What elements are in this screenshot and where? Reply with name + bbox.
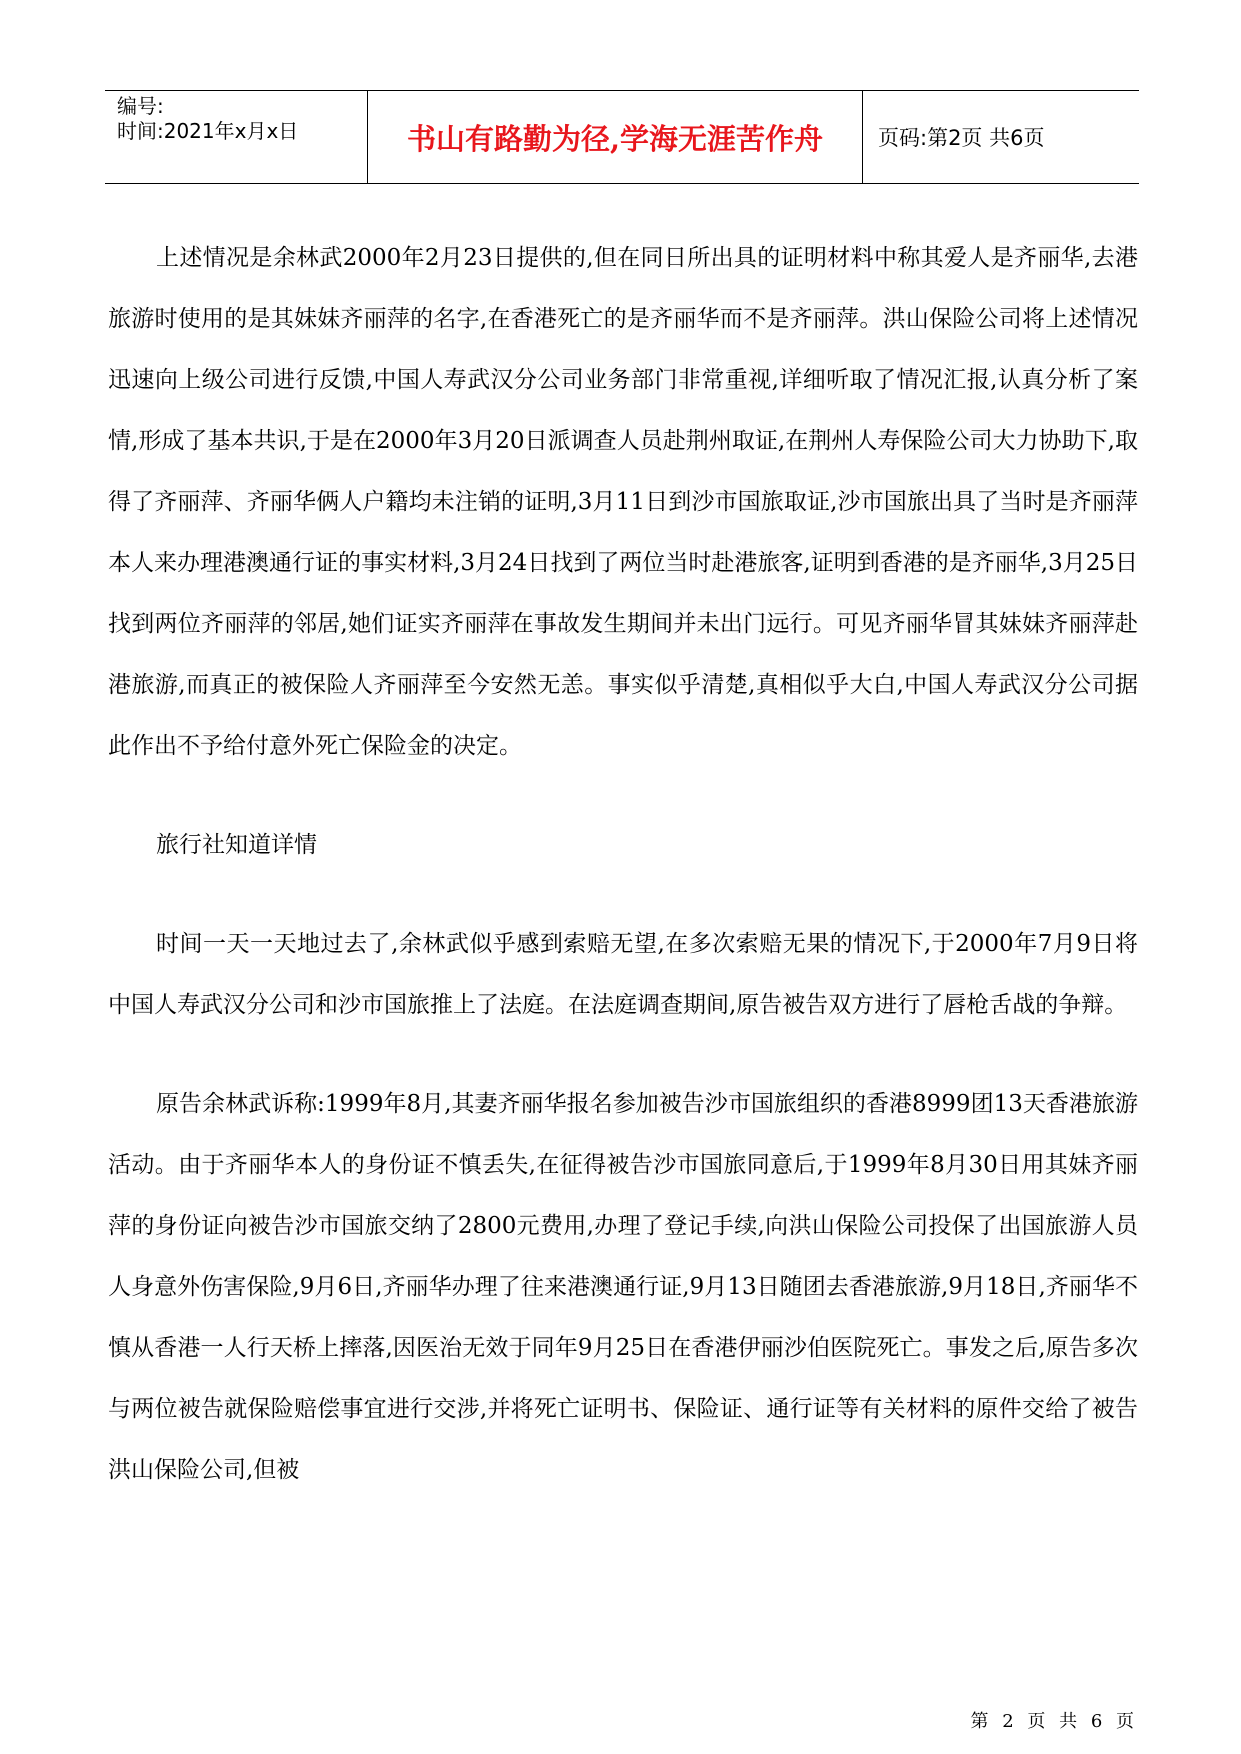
header-info-cell [105, 91, 368, 183]
section-heading: 旅行社知道详情 [156, 832, 317, 858]
header-page-cell [864, 91, 1139, 183]
page-footer: 第 2 页 共 6 页 [970, 1711, 1138, 1732]
serial-number-label: 编号: [117, 94, 164, 118]
date-line: 时间:2021年x月x日 [117, 119, 299, 143]
page-code: 页码:第2页 共6页 [878, 126, 1045, 150]
motto-text: 书山有路勤为径,学海无涯苦作舟 [406, 121, 824, 156]
body-paragraph: 上述情况是余林武2000年2月23日提供的,但在同日所出具的证明材料中称其爱人是齐丽华,去港旅游时使用的是其妹妹齐丽萍的名字,在香港死亡的是齐丽华而不是齐丽萍。洪山保险公司将上述情况迅速向上级公司进行反馈,中国人寿武汉分公司业务部门非常重视,详细听取了情况汇报,认真分析了案情,形成了基本共识,于是在2000年3月20日派调查人员赴荆州取证,在荆州人寿保险公司大力协助下,取得了齐丽萍、齐丽华俩人户籍均未注销的证明,3月11日到沙市国旅取证,沙市国旅出具了当时是齐丽萍本人来办理港澳通行证的事实材料,3月24日找到了两位当时赴港旅客,证明到香港的是齐丽华,3月25日找到两位齐丽萍的邻居,她们证实齐丽萍在事故发生期间并未出门远行。可见齐丽华冒其妹妹齐丽萍赴港旅游,而真正的被保险人齐丽萍至今安然无恙。事实似乎清楚,真相似乎大白,中国人寿武汉分公司据此作出不予给付意外死亡保险金的决定。 [108, 245, 1138, 759]
document-body [108, 228, 1138, 1539]
body-paragraph: 原告余林武诉称:1999年8月,其妻齐丽华报名参加被告沙市国旅组织的香港8999团13天香港旅游活动。由于齐丽华本人的身份证不慎丢失,在征得被告沙市国旅同意后,于1999年8月30日用其妹齐丽萍的身份证向被告沙市国旅交纳了2800元费用,办理了登记手续,向洪山保险公司投保了出国旅游人员人身意外伤害保险,9月6日,齐丽华办理了往来港澳通行证,9月13日随团去香港旅游,9月18日,齐丽华不慎从香港一人行天桥上摔落,因医治无效于同年9月25日在香港伊丽沙伯医院死亡。事发之后,原告多次与两位被告就保险赔偿事宜进行交涉,并将死亡证明书、保险证、通行证等有关材料的原件交给了被告洪山保险公司,但被 [108, 1091, 1138, 1483]
header-motto-cell [368, 91, 863, 183]
document-header [105, 90, 1139, 184]
body-paragraph: 时间一天一天地过去了,余林武似乎感到索赔无望,在多次索赔无果的情况下,于2000年7月9日将中国人寿武汉分公司和沙市国旅推上了法庭。在法庭调查期间,原告被告双方进行了唇枪舌战的争辩。 [108, 931, 1138, 1018]
